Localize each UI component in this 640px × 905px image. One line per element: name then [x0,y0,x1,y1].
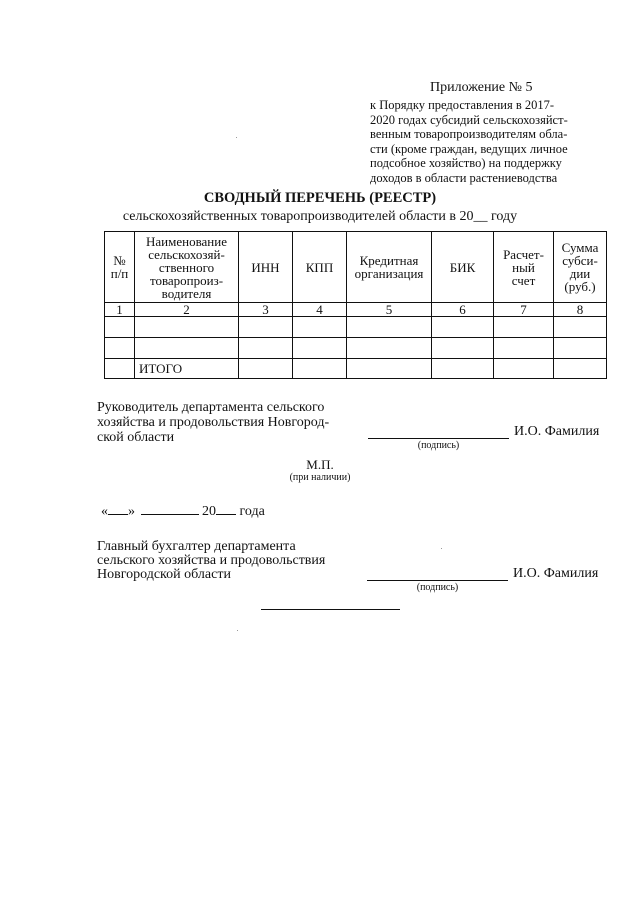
table-cell[interactable] [494,338,554,359]
table-cell[interactable] [494,317,554,338]
total-label: ИТОГО [135,359,239,379]
signatory-title-line: сельского хозяйства и продовольствия [97,553,326,568]
appendix-number: Приложение № 5 [430,80,533,95]
document-title: СВОДНЫЙ ПЕРЕЧЕНЬ (РЕЕСТР) [203,190,437,206]
column-number: 5 [347,303,432,317]
column-number: 8 [554,303,607,317]
head-signature-line[interactable] [368,438,509,439]
head-signatory-title [97,400,367,445]
header-cell-number: № п/п [105,232,135,303]
date-year-prefix: 20 [202,504,216,519]
table-cell[interactable] [239,317,293,338]
signatory-title-line: Руководитель департамента сельского [97,400,325,415]
column-number: 3 [239,303,293,317]
column-number: 4 [293,303,347,317]
header-cell-subsidy-amount: Сумма субси- дии (руб.) [554,232,607,303]
column-number: 1 [105,303,135,317]
table-cell[interactable] [105,317,135,338]
table-cell[interactable] [239,359,293,379]
table-cell[interactable] [347,338,432,359]
appendix-description-line: доходов в области растениеводства [370,170,558,185]
appendix-description-line: венным товаропроизводителям обла- [370,127,568,141]
table-cell[interactable] [293,338,347,359]
table-cell[interactable] [432,317,494,338]
registry-table [104,231,607,379]
header-cell-credit-organization: Кредитная организация [347,232,432,303]
table-cell[interactable] [347,317,432,338]
table-cell[interactable] [347,359,432,379]
date-month-blank[interactable] [141,502,199,515]
appendix-description-line: подсобное хозяйство) на поддержку [370,156,562,170]
date-year-blank[interactable] [216,502,236,515]
table-cell[interactable] [432,338,494,359]
signatory-title-line: Новгородской области [97,567,231,582]
table-row [105,317,607,338]
table-cell[interactable] [554,359,607,379]
table-header-row [105,232,607,303]
head-signatory-name: И.О. Фамилия [514,424,600,439]
column-number: 2 [135,303,239,317]
appendix-description-line: к Порядку предоставления в 2017- [370,98,555,112]
accountant-signature-line[interactable] [367,580,508,581]
date-open-quote: « [101,504,108,519]
appendix-description-line: сти (кроме граждан, ведущих личное [370,141,568,156]
table-cell[interactable] [239,338,293,359]
appendix-description-line: 2020 годах субсидий сельскохозяйст- [370,112,568,127]
column-number: 6 [432,303,494,317]
table-cell[interactable] [135,338,239,359]
table-cell[interactable] [293,359,347,379]
table-cell[interactable] [293,317,347,338]
table-row [105,338,607,359]
date-suffix: года [239,504,265,519]
table-cell[interactable] [432,359,494,379]
scan-speck [441,548,442,549]
total-row [105,359,607,379]
scan-speck [237,630,238,631]
scan-speck [236,137,237,138]
table-cell[interactable] [554,338,607,359]
header-cell-producer-name: Наименование сельскохозяй- ственного товаропроиз- водителя [135,232,239,303]
accountant-signature-caption: (подпись) [416,582,459,593]
stamp-note: (при наличии) [289,472,351,483]
date-close-quote: » [128,504,135,519]
date-line [101,502,265,520]
header-cell-bik: БИК [432,232,494,303]
date-day-blank[interactable] [108,502,128,515]
column-number: 7 [494,303,554,317]
table-cell[interactable] [494,359,554,379]
header-cell-kpp: КПП [293,232,347,303]
accountant-signatory-name: И.О. Фамилия [513,566,599,581]
header-cell-account: Расчет- ный счет [494,232,554,303]
signatory-title-line: ской области [97,430,175,445]
closing-divider [261,609,400,610]
document-subtitle: сельскохозяйственных товаропроизводителей области в 20__ году [122,209,518,224]
signatory-title-line: Главный бухгалтер департамента [97,539,296,554]
table-cell[interactable] [135,317,239,338]
header-cell-inn: ИНН [239,232,293,303]
column-number-row [105,303,607,317]
appendix-description [370,98,605,185]
stamp-label: М.П. [306,457,334,472]
head-signature-caption: (подпись) [417,440,460,451]
signatory-title-line: хозяйства и продовольствия Новгород- [97,415,330,430]
table-cell[interactable] [105,338,135,359]
table-cell [105,359,135,379]
table-cell[interactable] [554,317,607,338]
accountant-signatory-title [97,540,357,582]
